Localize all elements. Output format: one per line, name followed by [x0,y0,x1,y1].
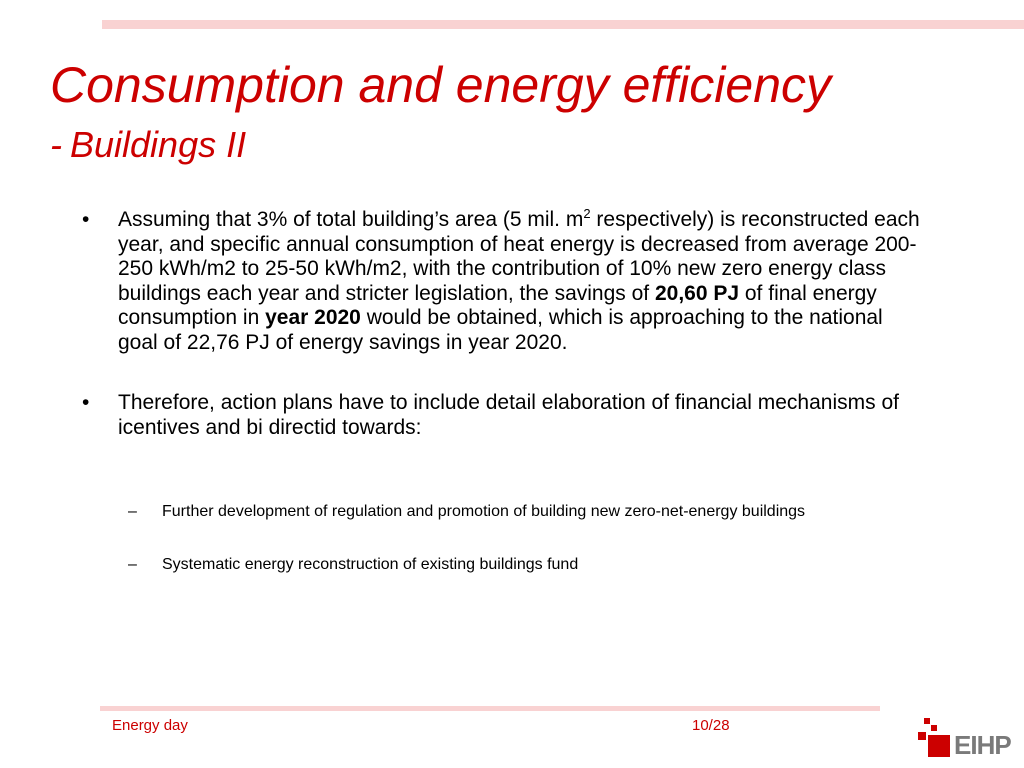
bullet-text: Assuming that 3% of total building’s area (5 mil. m [118,208,584,231]
bullet-item [78,391,928,440]
bold-value: 20,60 PJ [654,281,740,305]
slide-title [50,55,1010,167]
bullet-text: would be obtained, which is approaching to the national goal of 22,76 PJ of energy savings in year 2020. [118,306,883,354]
sub-bullet-item [78,555,928,574]
footer-event-label: Energy day [112,717,188,734]
top-decorative-bar [102,20,1024,29]
slide-content [78,208,928,574]
page-number: 10/28 [692,717,730,734]
logo-square-icon [928,735,950,757]
sub-bullet-text: Further development of regulation and promotion of building new zero-net-energy buildings [162,503,806,520]
bullet-marker: • [82,208,90,231]
bullet-item [78,208,928,355]
sub-bullet-text: Systematic energy reconstruction of existing buildings fund [162,556,579,573]
bold-value: year 2020 [265,306,361,329]
bullet-text: Therefore, action plans have to include detail elaboration of financial mechanisms of icentives and bi directid towards: [118,391,899,439]
subtitle-line [50,123,1010,167]
sub-bullet-marker: – [128,503,137,520]
footer-divider [100,706,880,711]
bullet-marker: • [82,391,90,414]
bullet-text: respectively) is reconstructed each year, and specific annual consumption of heat energy is decreased from average 200-250 kWh/m2 to 25-50 kWh/m2, with the contribution of 10% new zero energy class buildings each year and stricter legislation, the savings of [118,208,920,305]
sub-bullet-marker: – [128,556,137,573]
logo-square-icon [931,725,937,731]
superscript: 2 [583,206,591,221]
title-line: Consumption and energy efficiency [50,57,832,113]
bullet-text: of final energy consumption in [118,281,877,329]
subtitle-dash: - [50,124,62,165]
sub-bullet-item [78,502,928,521]
logo-square-icon [918,732,926,740]
logo-text: EIHP [954,730,1011,760]
eihp-logo [918,716,1018,762]
subtitle-text: Buildings II [70,124,247,165]
logo-square-icon [924,718,930,724]
